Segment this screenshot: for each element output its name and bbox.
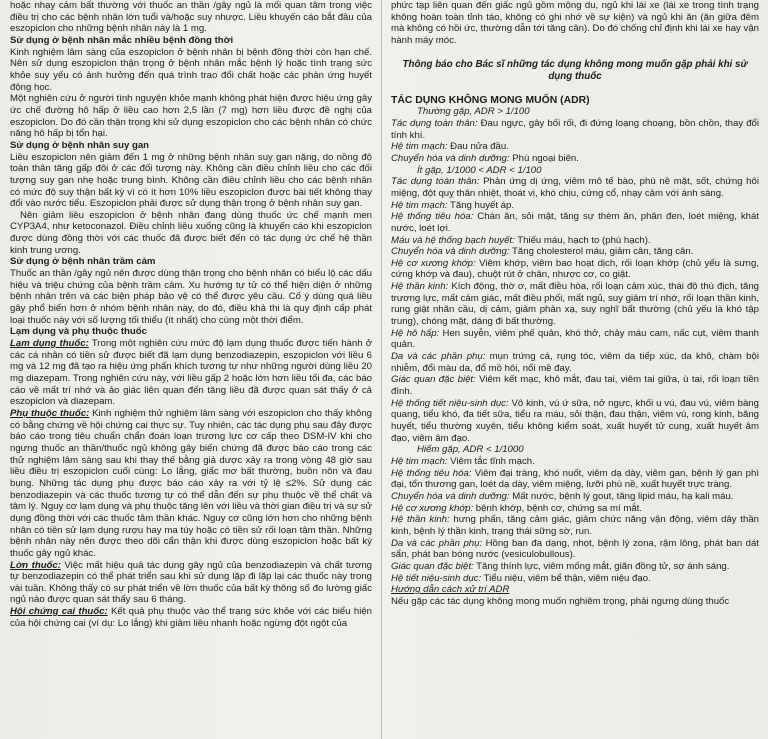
paragraph <box>391 153 759 165</box>
paragraph <box>391 328 759 351</box>
paragraph-lead: Tác dụng toàn thân: <box>391 117 478 129</box>
paragraph-text: Tăng cholesterol máu, giảm cân, tăng cân. <box>509 246 694 258</box>
paragraph <box>391 351 759 374</box>
paragraph-text: Trong một nghiên cứu mức độ lạm dụng thuốc được tiến hành ở các cá nhân có tiền sử được biết đã lạm dụng benzodiazepin, eszopiclon với liều 6 mg và 12 mg đã tạo ra hiệu ứng phấn khích tương tự như những người dùng liều 20 mg diazepam. Trong nghiên cứu này, với liều gấp 2 hoặc lớn hơn liều tối đa, các báo cáo về mất trí nhớ và ảo giác liên quan đến tăng liều đã được quan sát thấy ở cả eszopiclon và diazepam. <box>10 338 372 408</box>
paragraph-lead: Hệ thống tiêu hóa: <box>391 467 472 479</box>
paragraph-text: Một nghiên cứu ở người tình nguyện khỏe mạnh không phát hiện được hiệu ứng gây ức chế đường hô hấp ở liều cao hơn 2,5 lần (7 mg) hơn liều được đề nghị của eszopiclon. Do đó cần thận trọng khi sử dụng eszopiclon cho các bệnh nhân có chức năng hô hấp bị tổn hại. <box>10 93 372 140</box>
frequency-label: Thường gặp, ADR > 1/100 <box>417 106 530 118</box>
paragraph <box>10 152 372 210</box>
paragraph-lead: Hệ tim mạch: <box>391 455 448 467</box>
paragraph-lead: Hệ thần kinh: <box>391 281 449 293</box>
paragraph-lead: Máu và hệ thống bạch huyết: <box>391 234 515 246</box>
paragraph <box>391 258 759 281</box>
paragraph-text: Viêm đại tràng, khó nuốt, viêm dạ dày, viêm gan, bệnh lý gan phì đại, tổn thương gan, loét dạ dày, viêm miệng, lưỡi phù nề, xuất huyết trực tràng. <box>391 467 759 491</box>
paragraph-text: Kích động, thờ ơ, mất điều hòa, rối loạn cảm xúc, thái độ thù địch, tăng trương lực, mất cảm giác, mất điều phối, mất ngủ, suy giảm trí nhớ, rối loạn thần kinh, rung giật nhãn cầu, dị cảm, giảm phản xạ, suy nghĩ bất thường (chủ yếu là khó tập trung), chóng mặt, dáng đi bất thường. <box>391 281 759 328</box>
paragraph <box>391 141 759 153</box>
paragraph-text: phức tạp liên quan đến giấc ngủ gồm mộng du, ngủ khi lái xe (lái xe trong tình trạng không hoàn toàn tỉnh táo, không có ghi nhớ về sự kiện) và ngủ khi ăn (ăn giữa đêm mà không có hồi ức, thường dẫn tới tăng cân). Do đó chống chỉ định khi lái xe hay vận hành máy móc. <box>391 0 759 46</box>
paragraph <box>391 503 759 515</box>
paragraph-text: Tăng huyết áp. <box>447 199 515 211</box>
paragraph-text: Phù ngoại biên. <box>509 152 579 164</box>
paragraph-text: Kinh nghiệm thử nghiệm lâm sàng với eszopiclon cho thấy không có bằng chứng về hội chứng cai thực sự. Tuy nhiên, các tác dụng phụ sau đây được báo cáo trong tiêu chuẩn chẩn đoán loạn trương lực cơ cấp theo DSM-IV khi cho ngưng thuốc an thần/thuốc ngủ không gây biến chứng đã được báo cáo trong các thử nghiệm lâm sàng sau khi thay thế bằng giả dược xảy ra trong vòng 48 giờ sau liều điều trị eszopiclon cuối cùng: Lo lắng, giấc mơ bất thường, buồn nôn và đau bụng. Những tác dụng phụ được báo cáo xảy ra với tỷ lệ ≤2%. Sử dụng các benzodiazepin và các thuốc tương tự có thể dẫn đến sự phụ thuộc về thể chất và tâm lý. Nguy cơ lạm dụng và phụ thuộc tăng lên với liều và thời gian điều trị và sự sử dụng đồng thời với các thuốc tâm thần khác. Nguy cơ cũng lớn hơn cho những bệnh nhân có tiền sử lạm dụng rượu hay ma túy hoặc có tiền sử rối loạn tâm thần. Những bệnh nhân này nên được theo dõi cẩn thận khi được dùng eszopiclon hoặc bất kỳ thuốc gây ngủ khác. <box>10 407 372 559</box>
paragraph-lead: Lờn thuốc: <box>10 559 61 571</box>
paragraph-text: Việc mất hiệu quả tác dụng gây ngủ của benzodiazepin và chất tương tự benzodiazepin có thể phát triển sau khi sử dụng lặp đi lặp lại các thuốc này trong vài tuần. Không thấy có sự phát triển về lờn thuốc của bất kỳ thông số đo lường giấc ngủ nào được quan sát thấy sau 6 tháng. <box>10 559 372 606</box>
paragraph <box>391 200 759 212</box>
paragraph <box>391 176 759 199</box>
paragraph <box>391 374 759 397</box>
paragraph-text: Nếu gặp các tác dụng không mong muốn nghiêm trọng, phải ngưng dùng thuốc <box>391 595 730 607</box>
notice-to-doctor: Thông báo cho Bác sĩ những tác dụng không mong muốn gặp phải khi sử dụng thuốc <box>402 58 748 82</box>
paragraph-text: Thuốc an thần /gây ngủ nên được dùng thận trọng cho bệnh nhân có biểu lộ các dấu hiệu và triệu chứng của bệnh trầm cảm. Xu hướng tự tử có thể hiện diện ở những bệnh nhân trên và các biện pháp bảo vệ có thể được yêu cầu. Cố ý dùng quá liều gây phổ biến hơn ở nhóm bệnh nhân này, do đó, điều khả thi là quy định cấp phát loại thuốc này với số lượng tối thiểu (ít nhất) cho cùng một thời điểm. <box>10 268 372 326</box>
paragraph <box>391 235 759 247</box>
paragraph-text: Liều eszopiclon nên giảm đến 1 mg ở những bệnh nhân suy gan nặng, do nồng độ toàn thân tăng gấp đôi ở các đối tượng này. Không cần điều chỉnh liều cho các đối tượng suy gan nhẹ hoặc trung bình. Không cần điều chỉnh liều cho các bệnh nhân có mức độ suy thận bất kỳ vì có ít hơn 10% liều eszopiclon được bài tiết không thay đổi vào nước tiểu. Eszopiclon phải được sử dụng thận trọng ở bệnh nhân suy gan. <box>10 151 372 210</box>
paragraph-text: Chán ăn, sỏi mật, tăng sự thèm ăn, phân đen, loét miệng, khát nước, loét lợi. <box>391 211 759 234</box>
paragraph-lead: Hệ tiết niệu-sinh dục: <box>391 572 482 584</box>
paragraph <box>391 538 759 561</box>
paragraph <box>391 0 759 47</box>
paragraph-text: bệnh khớp, bệnh cơ, chứng sa mí mắt. <box>473 502 643 514</box>
paragraph <box>10 268 372 326</box>
section-heading: Lạm dụng và phụ thuộc thuốc <box>10 326 147 338</box>
paragraph <box>10 93 372 140</box>
right-column <box>391 0 759 608</box>
paragraph <box>10 560 372 607</box>
paragraph-lead: Hệ thần kinh: <box>391 514 450 526</box>
frequency-label: Hiếm gặp, ADR < 1/1000 <box>417 444 524 456</box>
paragraph <box>391 281 759 328</box>
paragraph-text: Đau nửa đầu. <box>447 141 509 153</box>
paragraph <box>391 246 759 258</box>
paragraph <box>391 514 759 537</box>
frequency-label: Ít gặp, 1/1000 < ADR < 1/100 <box>417 164 542 176</box>
paragraph <box>391 456 759 468</box>
paragraph-lead: Da và các phần phụ: <box>391 351 486 363</box>
paragraph-lead: Hệ tim mạch: <box>391 141 448 153</box>
paragraph-text: Tăng thính lực, viêm mống mắt, giãn đồng tử, sợ ánh sáng. <box>473 560 730 572</box>
paragraph-lead: Da và các phần phụ: <box>391 537 483 549</box>
paragraph-lead: Giác quan đặc biệt: <box>391 374 476 386</box>
paragraph-text: Hen suyễn, viêm phế quản, khó thở, chảy máu cam, nấc cụt, viêm thanh quản. <box>391 327 759 351</box>
paragraph-text: Viêm khớp, viêm bao hoạt dịch, rối loạn khớp (chủ yếu là sưng, cứng khớp và đau), chuột rút ở chân, nhược cơ, co giật. <box>391 257 759 281</box>
paragraph-text: hoặc nhạy cảm bất thường với thuốc an thần /gây ngủ là mối quan tâm trong việc điều trị cho các bệnh nhân lớn tuổi và/hoặc suy nhược. Liều khuyến cáo bắt đầu của eszopiclon cho những bệnh nhân này là 1 mg. <box>10 0 372 35</box>
section-heading: Sử dụng ở bệnh nhân trầm cảm <box>10 256 156 268</box>
paragraph-text: Viêm kết mạc, khô mắt, đau tai, viêm tai giữa, ù tai, rối loạn tiền đình. <box>391 374 759 398</box>
paragraph-text: Hồng ban đa dạng, nhọt, bệnh lý zona, rậm lông, phát ban dát sẩn, phát ban bóng nước (vesiculobullous). <box>391 537 759 561</box>
paragraph-text: Phản ứng dị ứng, viêm mô tế bào, phù nề mặt, sốt, chứng hôi miệng, đột quỵ thân nhiệt, thoát vị, khó chịu, cứng cổ, nhạy cảm với ánh sáng. <box>391 176 759 199</box>
paragraph <box>10 210 372 257</box>
paragraph-lead: Hệ tim mạch: <box>391 199 448 211</box>
section-heading: Sử dụng ở bệnh nhân mắc nhiều bệnh đồng thời <box>10 34 234 46</box>
paragraph-lead: Chuyển hóa và dinh dưỡng: <box>391 490 510 502</box>
paragraph-text: Viêm tắc tĩnh mạch. <box>447 455 535 467</box>
paragraph-lead: Hệ cơ xương khớp: <box>391 257 476 269</box>
paragraph-text: Kết quả phụ thuộc vào thể trạng sức khỏe với các biểu hiện của hội chứng cai (ví dụ: Lo lắng) khi giảm liều nhanh hoặc ngừng đột ngột của <box>10 606 373 629</box>
paragraph-text: Thiếu máu, hạch to (phù hạch). <box>514 234 651 246</box>
paragraph-text: Mất nước, bệnh lý gout, tăng lipid máu, hạ kali máu. <box>509 490 734 502</box>
paragraph <box>391 468 759 491</box>
paragraph <box>391 118 759 141</box>
column-divider <box>381 0 382 739</box>
section-title: TÁC DỤNG KHÔNG MONG MUỐN (ADR) <box>391 94 590 106</box>
paragraph-lead: Hệ hô hấp: <box>391 327 440 339</box>
paragraph <box>391 211 759 234</box>
left-column <box>10 0 372 629</box>
paragraph-lead: Chuyển hóa và dinh dưỡng: <box>391 152 510 164</box>
paragraph-text: Tiểu niệu, viêm bể thận, viêm niệu đạo. <box>481 572 651 584</box>
paragraph-lead: Giác quan đặc biệt: <box>391 560 474 572</box>
paragraph-text: hưng phấn, tăng cảm giác, giảm chức năng vận động, viêm dây thần kinh, bệnh lý thần kinh, trạng thái sững sờ, run. <box>391 514 759 537</box>
paragraph-text: mụn trứng cá, rụng tóc, viêm da tiếp xúc, da khô, chàm bội nhiễm, đổi màu da, đổ mồ hôi, nổi mề đay. <box>391 351 759 374</box>
paragraph <box>10 338 372 408</box>
section-heading: Sử dụng ở bệnh nhân suy gan <box>10 139 150 151</box>
paragraph <box>391 596 759 608</box>
paragraph-lead: Chuyển hóa và dinh dưỡng: <box>391 246 510 258</box>
paragraph <box>10 408 372 560</box>
paragraph-lead: Hệ thống tiêu hóa: <box>391 211 474 223</box>
paragraph-lead: Hệ cơ xương khớp: <box>391 502 474 514</box>
paragraph-lead: Tác dụng toàn thân: <box>391 176 480 188</box>
paragraph-lead: Hệ thống tiết niệu-sinh dục: <box>391 397 509 409</box>
paragraph <box>10 0 372 35</box>
paragraph-lead: Phụ thuộc thuốc: <box>10 407 90 419</box>
paragraph <box>391 398 759 445</box>
paragraph <box>10 606 372 629</box>
paragraph <box>391 491 759 503</box>
paragraph <box>391 561 759 573</box>
paragraph-lead: Lạm dụng thuốc: <box>10 338 89 350</box>
paragraph-text: Đau ngực, gây bối rối, đi đứng loạng choạng, bồn chồn, thay đổi tính khí. <box>391 117 759 141</box>
paragraph-text: Vô kinh, vú ứ sữa, nở ngực, khối u vú, đau vú, viêm bàng quang, tiểu khó, đa tiết sữa, tiểu ra máu, sỏi thận, đau thận, viêm vú, rong kinh, băng huyết, tiểu thường xuyên, tiểu không kiểm soát, xuất huyết tử cung, xuất huyết âm đạo, viêm âm đạo. <box>391 397 759 444</box>
paragraph-text: Kinh nghiệm lâm sàng của eszopiclon ở bệnh nhân bị bệnh đồng thời còn hạn chế. Nên sử dụng eszopiclon thận trọng ở bệnh nhân mắc bệnh lý hoặc tình trạng sức khỏe suy yếu có ảnh hưởng đến quá trình trao đổi chất hoặc các phản ứng huyết động học. <box>10 46 372 93</box>
paragraph <box>10 47 372 94</box>
paragraph-lead: Hội chứng cai thuốc: <box>10 606 108 618</box>
paragraph <box>391 573 759 585</box>
paragraph-text: Nên giảm liều eszopiclon ở bệnh nhân đang dùng thuốc ức chế mạnh men CYP3A4, như ketoconazol. Điều chỉnh liều xuống cũng là khuyến cáo khi eszopiclon được dùng đồng thời với các thuốc đã được biết đến có tác dụng ức chế hệ thần kinh trung ương. <box>10 209 372 256</box>
subsection-heading: Hướng dẫn cách xử trí ADR <box>391 584 510 596</box>
